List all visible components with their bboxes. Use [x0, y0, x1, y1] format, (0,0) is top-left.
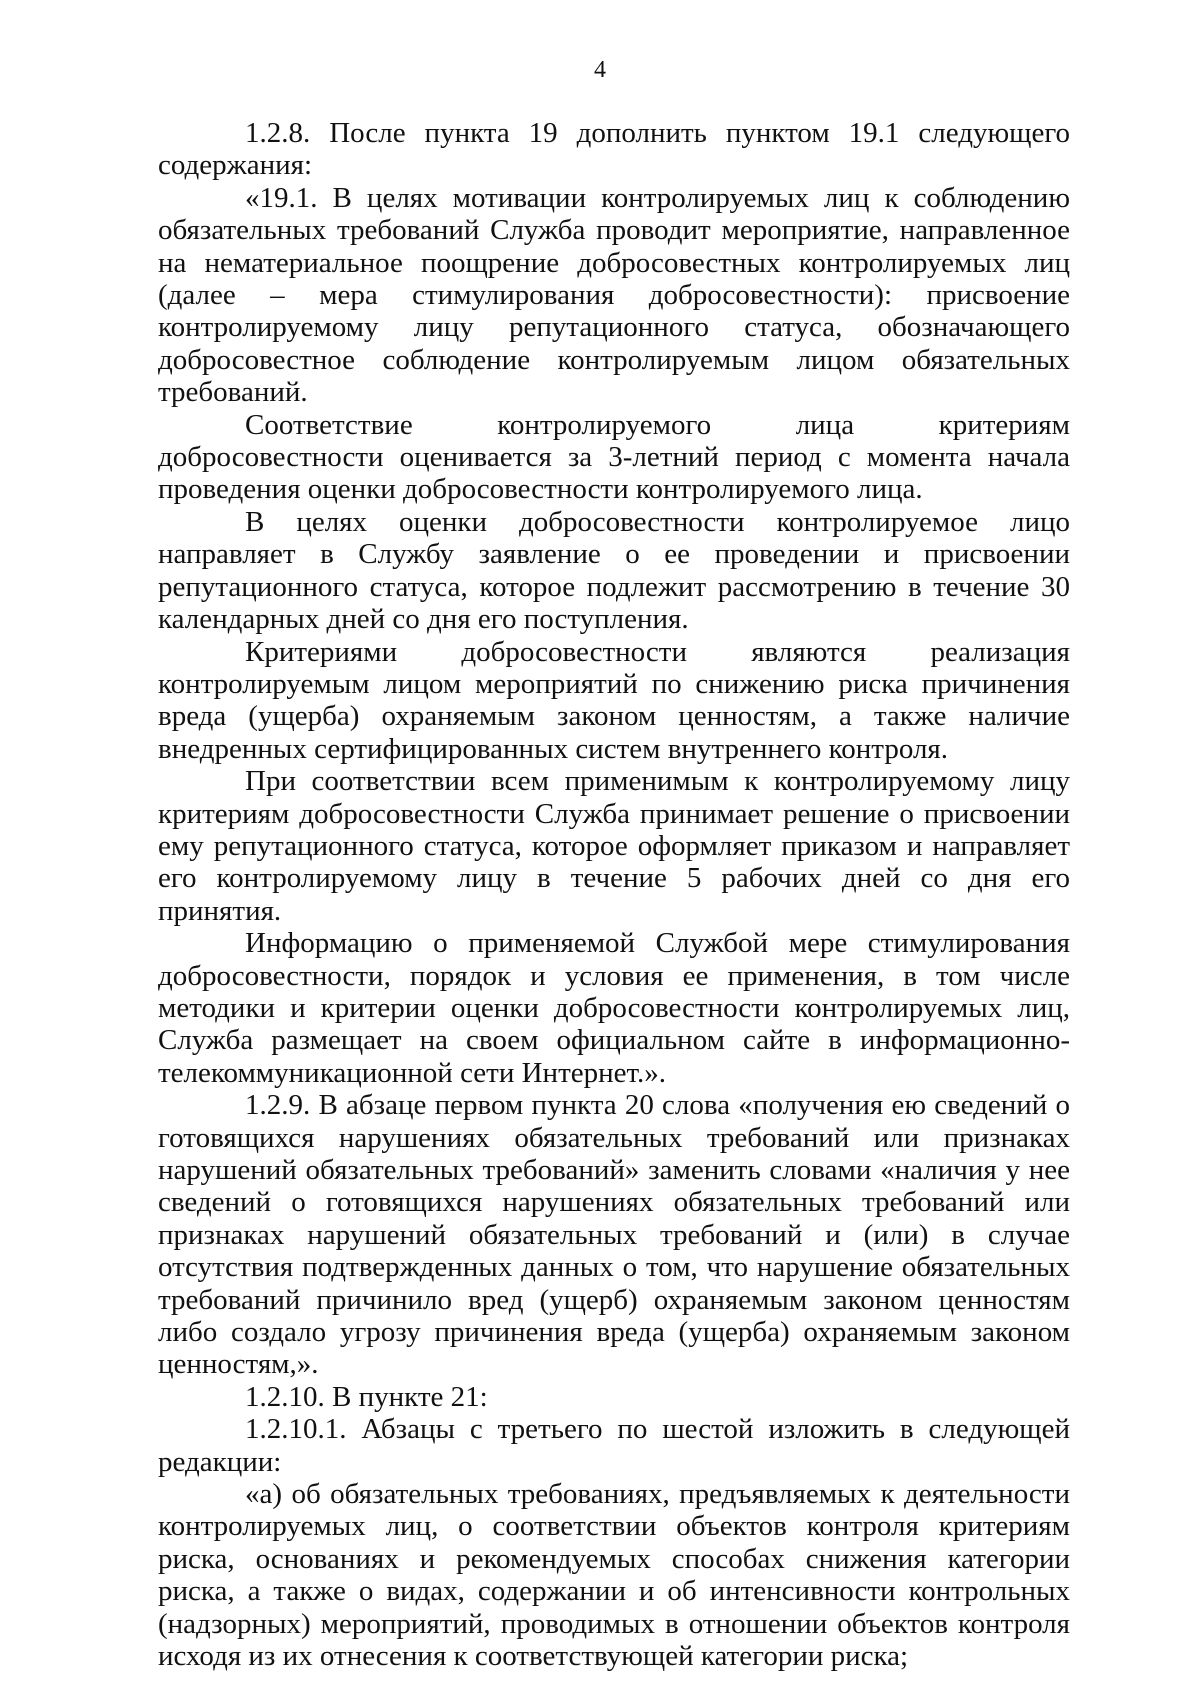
- page-number: 4: [594, 57, 606, 83]
- paragraph-item-a: «а) об обязательных требованиях, предъявляемых к деятельности контролируемых лиц, о соответствии объектов контроля критериям риска, основаниях и рекомендуемых способах снижения категории риска, а также о видах, содержании и об интенсивности контрольных (надзорных) мероприятий, проводимых в отношении объектов контроля исходя из их отнесения к соответствующей категории риска;: [158, 1478, 1070, 1673]
- paragraph-1-2-10-1: 1.2.10.1. Абзацы с третьего по шестой изложить в следующей редакции:: [158, 1413, 1070, 1478]
- paragraph-criteria: Критериями добросовестности являются реализация контролируемым лицом мероприятий по снижению риска причинения вреда (ущерба) охраняемым законом ценностям, а также наличие внедренных сертифицированных систем внутреннего контроля.: [158, 635, 1070, 765]
- paragraph-1-2-9: 1.2.9. В абзаце первом пункта 20 слова «получения ею сведений о готовящихся нарушениях обязательных требований или признаках нарушений обязательных требований» заменить словами «наличия у нее сведений о готовящихся нарушениях обязательных требований или признаках нарушений обязательных требований и (или) в случае отсутствия подтвержденных данных о том, что нарушение обязательных требований причинило вред (ущерб) охраняемым законом ценностям либо создало угрозу причинения вреда (ущерба) охраняемым законом ценностям,».: [158, 1089, 1070, 1381]
- paragraph-application: В целях оценки добросовестности контролируемое лицо направляет в Службу заявление о ее проведении и присвоении репутационного статуса, которое подлежит рассмотрению в течение 30 календарных дней со дня его поступления.: [158, 505, 1070, 636]
- paragraph-1-2-10: 1.2.10. В пункте 21:: [245, 1380, 488, 1413]
- document-body: [158, 117, 1070, 1673]
- paragraph-information: Информацию о применяемой Службой мере стимулирования добросовестности, порядок и условия ее применения, в том числе методики и критерии оценки добросовестности контролируемых лиц, Служба размещает на своем официальном сайте в информационно-телекоммуникационной сети Интернет.».: [158, 927, 1070, 1089]
- paragraph-assessment-period: Соответствие контролируемого лица критериям добросовестности оценивается за 3-летний период с момента начала проведения оценки добросовестности контролируемого лица.: [158, 408, 1070, 506]
- paragraph-1-2-8: 1.2.8. После пункта 19 дополнить пунктом 19.1 следующего содержания:: [158, 117, 1070, 182]
- paragraph-19-1: «19.1. В целях мотивации контролируемых лиц к соблюдению обязательных требований Служба проводит мероприятие, направленное на нематериальное поощрение добросовестных контролируемых лиц (далее – мера стимулирования добросовестности): присвоение контролируемому лицу репутационного статуса, обозначающего добросовестное соблюдение контролируемым лицом обязательных требований.: [158, 181, 1070, 409]
- paragraph-decision: При соответствии всем применимым к контролируемому лицу критериям добросовестности Служба принимает решение о присвоении ему репутационного статуса, которое оформляет приказом и направляет его контролируемому лицу в течение 5 рабочих дней со дня его принятия.: [158, 765, 1070, 927]
